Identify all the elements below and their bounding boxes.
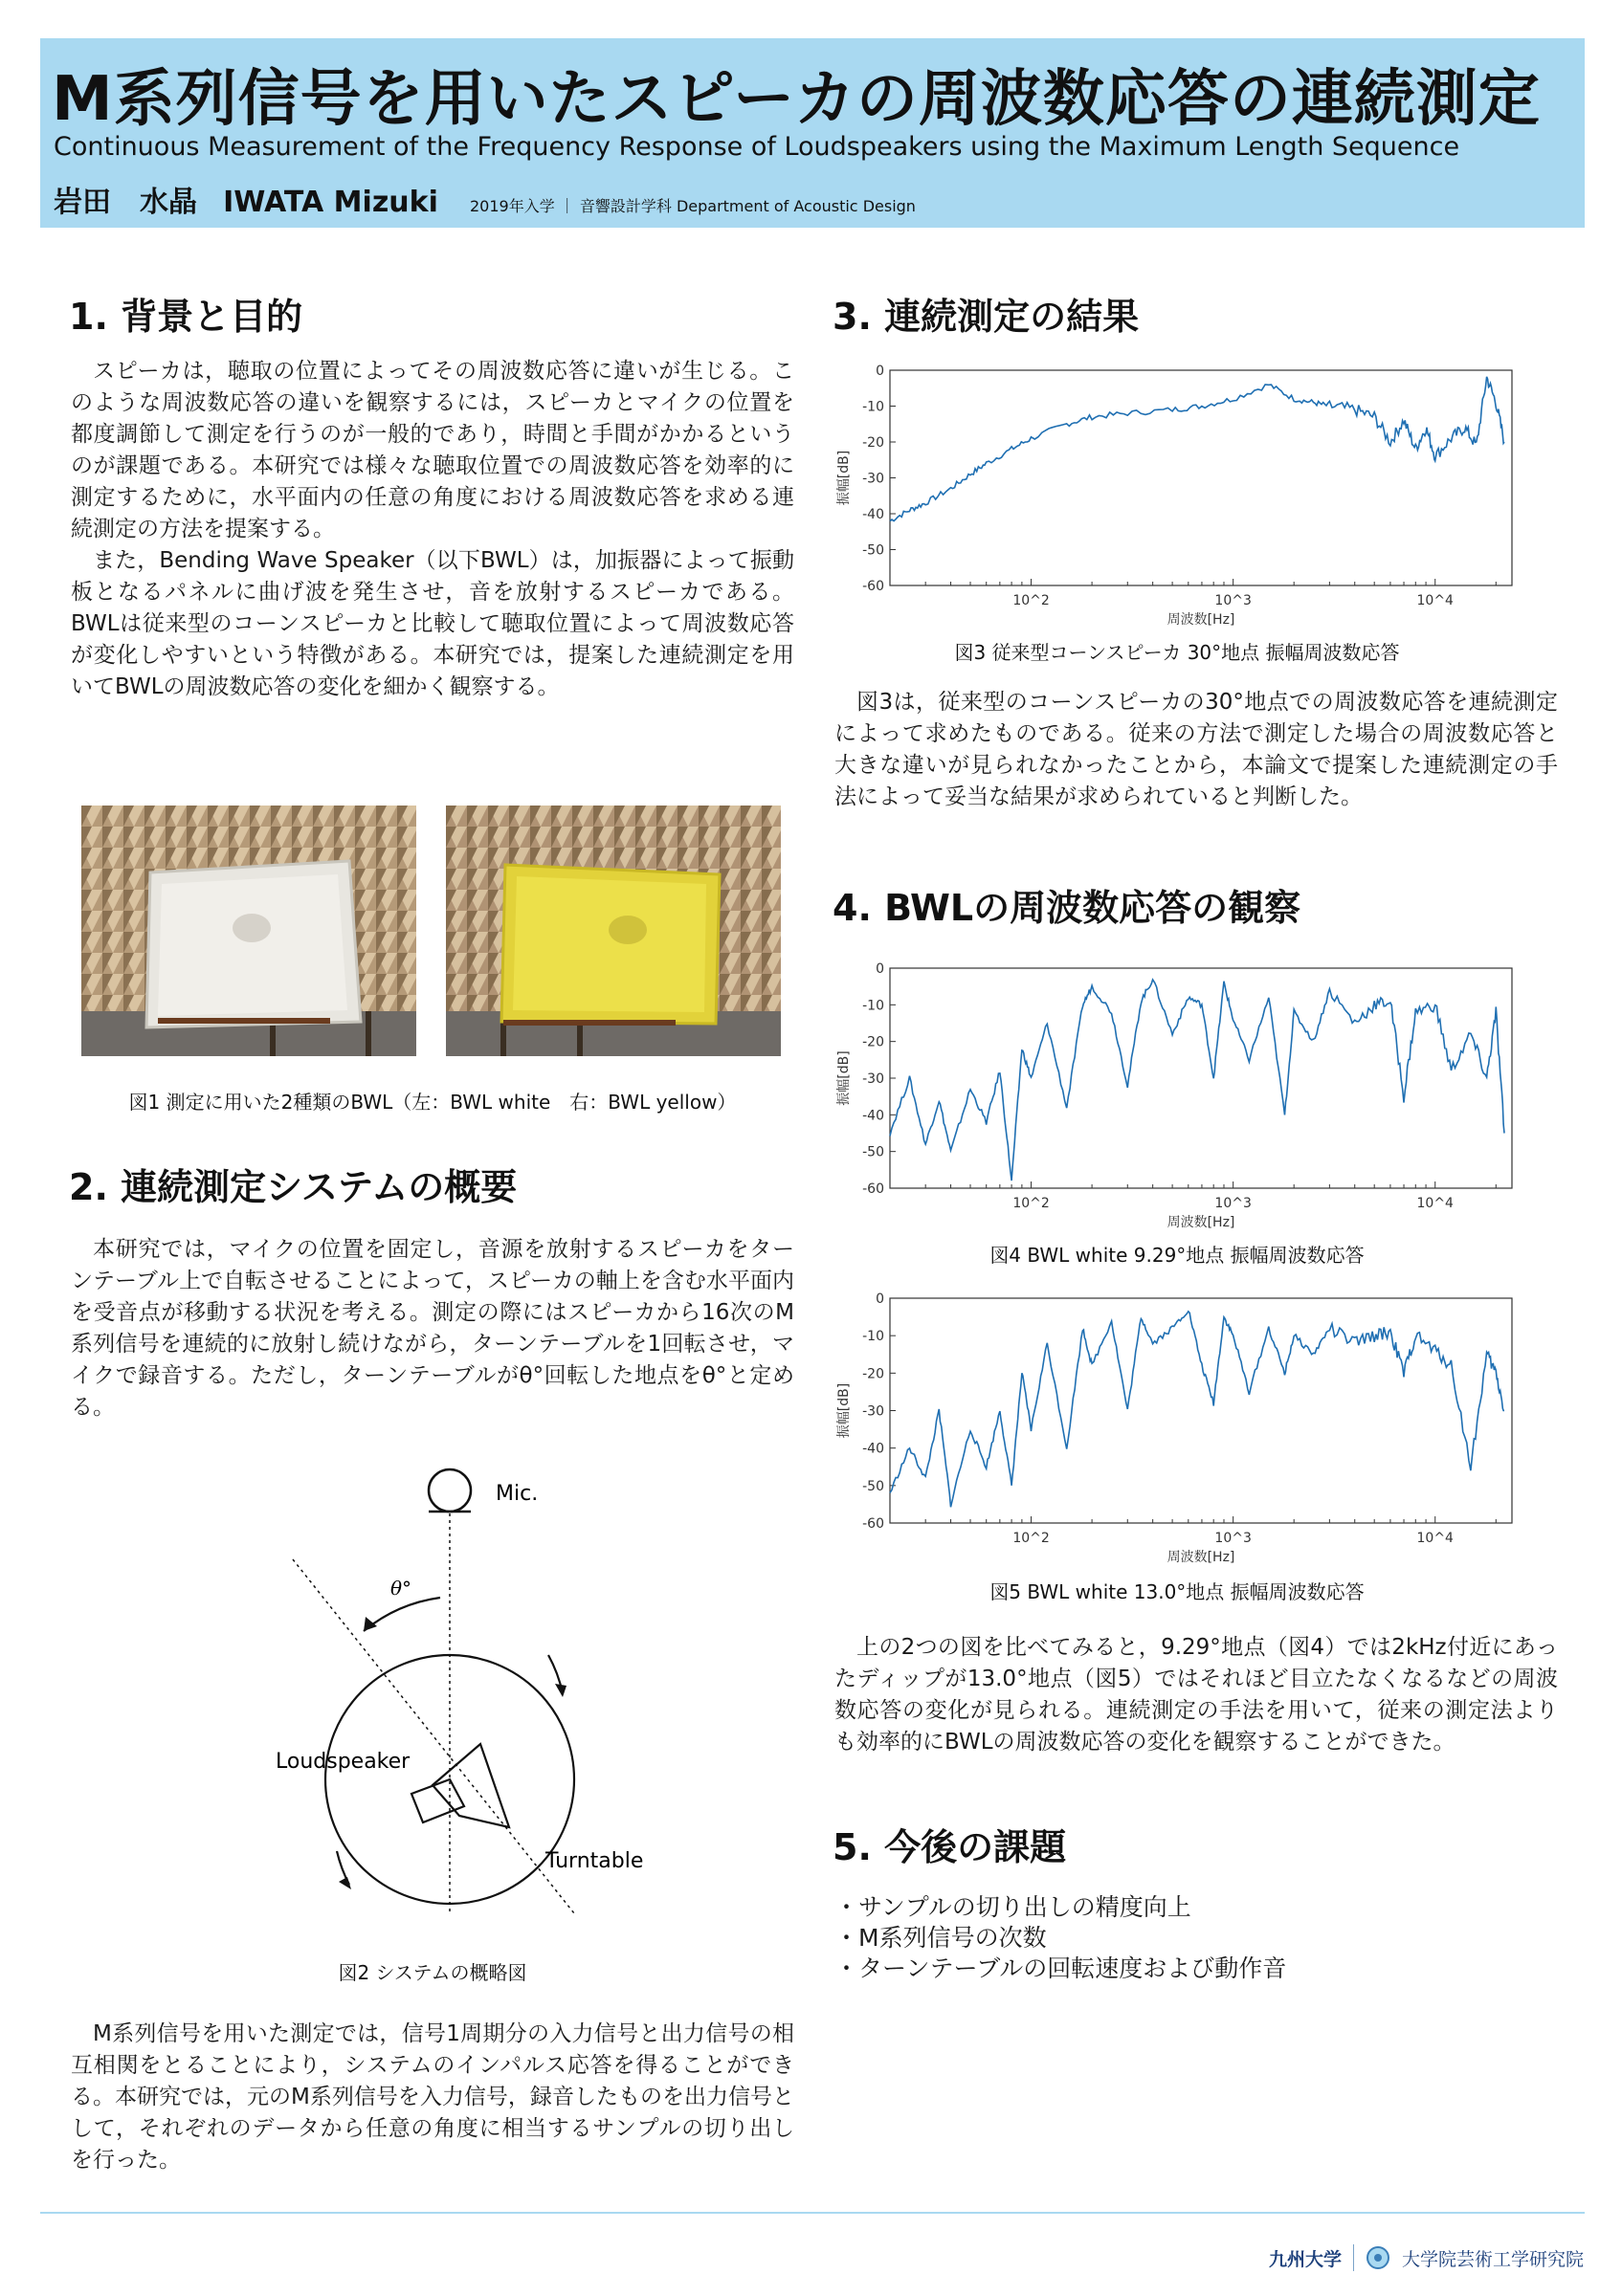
plot-frame — [890, 370, 1512, 585]
y-axis-label: 振幅[dB] — [836, 1382, 852, 1439]
figure-2-caption: 図2 システムの概略図 — [338, 1961, 527, 1984]
section-2-body-2 — [71, 2019, 794, 2176]
y-tick-label: -50 — [862, 542, 884, 559]
footer-divider — [40, 2212, 1585, 2214]
plot-frame — [890, 968, 1512, 1188]
y-tick-label: -60 — [862, 1181, 884, 1197]
y-tick-label: -40 — [862, 1108, 884, 1124]
y-tick-label: -30 — [862, 1071, 884, 1087]
y-tick-label: -50 — [862, 1144, 884, 1160]
label-turntable: Turntable — [545, 1849, 644, 1873]
section-1-body — [71, 356, 794, 703]
x-tick-label: 10^2 — [1012, 1196, 1050, 1211]
y-tick-label: -20 — [862, 1366, 884, 1382]
figure-4-chart — [833, 957, 1522, 1234]
y-tick-label: 0 — [876, 961, 884, 977]
footer-logos — [1269, 2244, 1584, 2271]
loudspeaker-icon — [411, 1744, 509, 1827]
x-tick-label: 10^3 — [1214, 1531, 1252, 1546]
section-2-paragraph-1: 本研究では，マイクの位置を固定し，音源を放射するスピーカをターンテーブル上で自転させることによって，スピーカの軸上を含む水平面内を受音点が移動する状況を考える。測定の際にはスピーカから16次のM系列信号を連続的に放射し続けながら，ターンテーブルを1回転させ，マイクで録音する。ただし，ターンテーブルがθ°回転した地点をθ°と定める。 — [71, 1237, 794, 1420]
x-axis-label: 周波数[Hz] — [1167, 612, 1235, 628]
y-tick-label: 0 — [876, 1292, 884, 1307]
y-tick-label: -10 — [862, 1329, 884, 1345]
x-tick-label: 10^4 — [1416, 593, 1454, 608]
section-4-paragraph-1: 上の2つの図を比べてみると，9.29°地点（図4）では2kHz付近にあったディップが13.0°地点（図5）ではそれほど目立たなくなるなどの周波数応答の変化が見られる。連続測定の手法を用いて，従来の測定法よりも効率的にBWLの周波数応答の変化を観察することができた。 — [834, 1635, 1558, 1755]
section-2-body-1 — [71, 1234, 794, 1424]
section-1-paragraph-1: スピーカは，聴取の位置によってその周波数応答に違いが生じる。このような周波数応答の違いを観察するには，スピーカとマイクの位置を都度調節して測定を行うのが一般的であり，時間と手間がかかるというのが課題である。本研究では様々な聴取位置での周波数応答を効率的に測定するために，水平面内の任意の角度における周波数応答を求める連続測定の方法を提案する。 — [71, 359, 794, 541]
section-2-paragraph-2: M系列信号を用いた測定では，信号1周期分の入力信号と出力信号の相互相関をとることにより，システムのインパルス応答を得ることができる。本研究では，元のM系列信号を入力信号，録音したものを出力信号として，それぞれのデータから任意の角度に相当するサンプルの切り出しを行った。 — [71, 2021, 794, 2173]
figure-5-chart — [833, 1287, 1522, 1569]
y-tick-label: -30 — [862, 471, 884, 487]
x-tick-label: 10^4 — [1416, 1196, 1454, 1211]
label-mic: Mic. — [496, 1482, 539, 1506]
x-axis-label: 周波数[Hz] — [1167, 1550, 1235, 1565]
y-tick-label: -20 — [862, 435, 884, 451]
figure-1-caption: 図1 測定に用いた2種類のBWL（左：BWL white 右：BWL yellow） — [128, 1091, 737, 1114]
y-tick-label: -40 — [862, 1441, 884, 1457]
x-axis-label: 周波数[Hz] — [1167, 1215, 1235, 1230]
poster-subtitle: Continuous Measurement of the Frequency Response of Loudspeakers using the Maximum Length Sequence — [54, 132, 1460, 162]
poster-title: M系列信号を用いたスピーカの周波数応答の連続測定 — [52, 64, 1541, 135]
figure-3-caption: 図3 従来型コーンスピーカ 30°地点 振幅周波数応答 — [954, 641, 1400, 664]
mic-icon — [429, 1469, 471, 1512]
y-tick-label: -10 — [862, 399, 884, 415]
poster-header — [40, 38, 1585, 228]
section-1-heading: 1. 背景と目的 — [69, 296, 303, 338]
author-affiliation: 2019年入学 ｜ 音響設計学科 Department of Acoustic Design — [469, 197, 916, 215]
section-4-heading: 4. BWLの周波数応答の観察 — [833, 887, 1301, 929]
y-tick-label: -20 — [862, 1034, 884, 1050]
section-3-paragraph-1: 図3は，従来型のコーンスピーカの30°地点での周波数応答を連続測定によって求めたものである。従来の方法で測定した場合の周波数応答と大きな違いが見られなかったことから，本論文で提案した連続測定の手法によって妥当な結果が求められていると判断した。 — [834, 690, 1558, 809]
label-theta: θ° — [390, 1577, 412, 1600]
photo-bwl-yellow — [446, 806, 781, 1056]
author-name-en: IWATA Mizuki — [223, 186, 438, 219]
y-tick-label: -10 — [862, 998, 884, 1014]
x-tick-label: 10^3 — [1214, 1196, 1252, 1211]
list-item: ・ターンテーブルの回転速度および動作音 — [834, 1954, 1287, 1982]
section-3-heading: 3. 連続測定の結果 — [833, 296, 1140, 338]
list-item: ・サンプルの切り出しの精度向上 — [834, 1893, 1191, 1921]
label-loudspeaker: Loudspeaker — [276, 1750, 411, 1774]
school-logo-icon — [1366, 2245, 1390, 2270]
y-tick-label: -40 — [862, 507, 884, 522]
section-2-heading: 2. 連続測定システムの概要 — [69, 1166, 518, 1208]
future-work-list — [834, 1892, 1286, 1984]
y-tick-label: 0 — [876, 364, 884, 379]
figure-5-caption: 図5 BWL white 13.0°地点 振幅周波数応答 — [989, 1580, 1365, 1603]
section-4-body — [834, 1632, 1558, 1758]
system-diagram — [258, 1464, 660, 1942]
figure-4-caption: 図4 BWL white 9.29°地点 振幅周波数応答 — [989, 1244, 1365, 1267]
y-tick-label: -30 — [862, 1403, 884, 1420]
section-3-body — [834, 687, 1558, 813]
y-axis-label: 振幅[dB] — [836, 1050, 852, 1106]
author-name-jp: 岩田 水晶 — [54, 186, 197, 219]
x-tick-label: 10^2 — [1012, 593, 1050, 608]
author-line — [54, 178, 916, 220]
section-5-heading: 5. 今後の課題 — [833, 1826, 1067, 1868]
figure-3-chart — [833, 359, 1522, 631]
university-name: 九州大学 — [1268, 2248, 1342, 2270]
section-1-paragraph-2: また，Bending Wave Speaker（以下BWL）は，加振器によって振動板となるパネルに曲げ波を発生させ，音を放射するスピーカである。BWLは従来型のコーンスピーカと比較して聴取位置によって周波数応答が変化しやすいという特徴がある。本研究では，提案した連続測定を用いてBWLの周波数応答の変化を細かく観察する。 — [71, 548, 794, 699]
school-name: 大学院芸術工学研究院 — [1401, 2248, 1584, 2270]
y-axis-label: 振幅[dB] — [836, 450, 852, 506]
x-tick-label: 10^3 — [1214, 593, 1252, 608]
photo-bwl-white — [81, 806, 416, 1056]
y-tick-label: -50 — [862, 1478, 884, 1494]
y-tick-label: -60 — [862, 579, 884, 594]
x-tick-label: 10^2 — [1012, 1531, 1050, 1546]
list-item: ・M系列信号の次数 — [834, 1924, 1047, 1952]
footer-separator — [1353, 2244, 1354, 2271]
x-tick-label: 10^4 — [1416, 1531, 1454, 1546]
y-tick-label: -60 — [862, 1516, 884, 1532]
